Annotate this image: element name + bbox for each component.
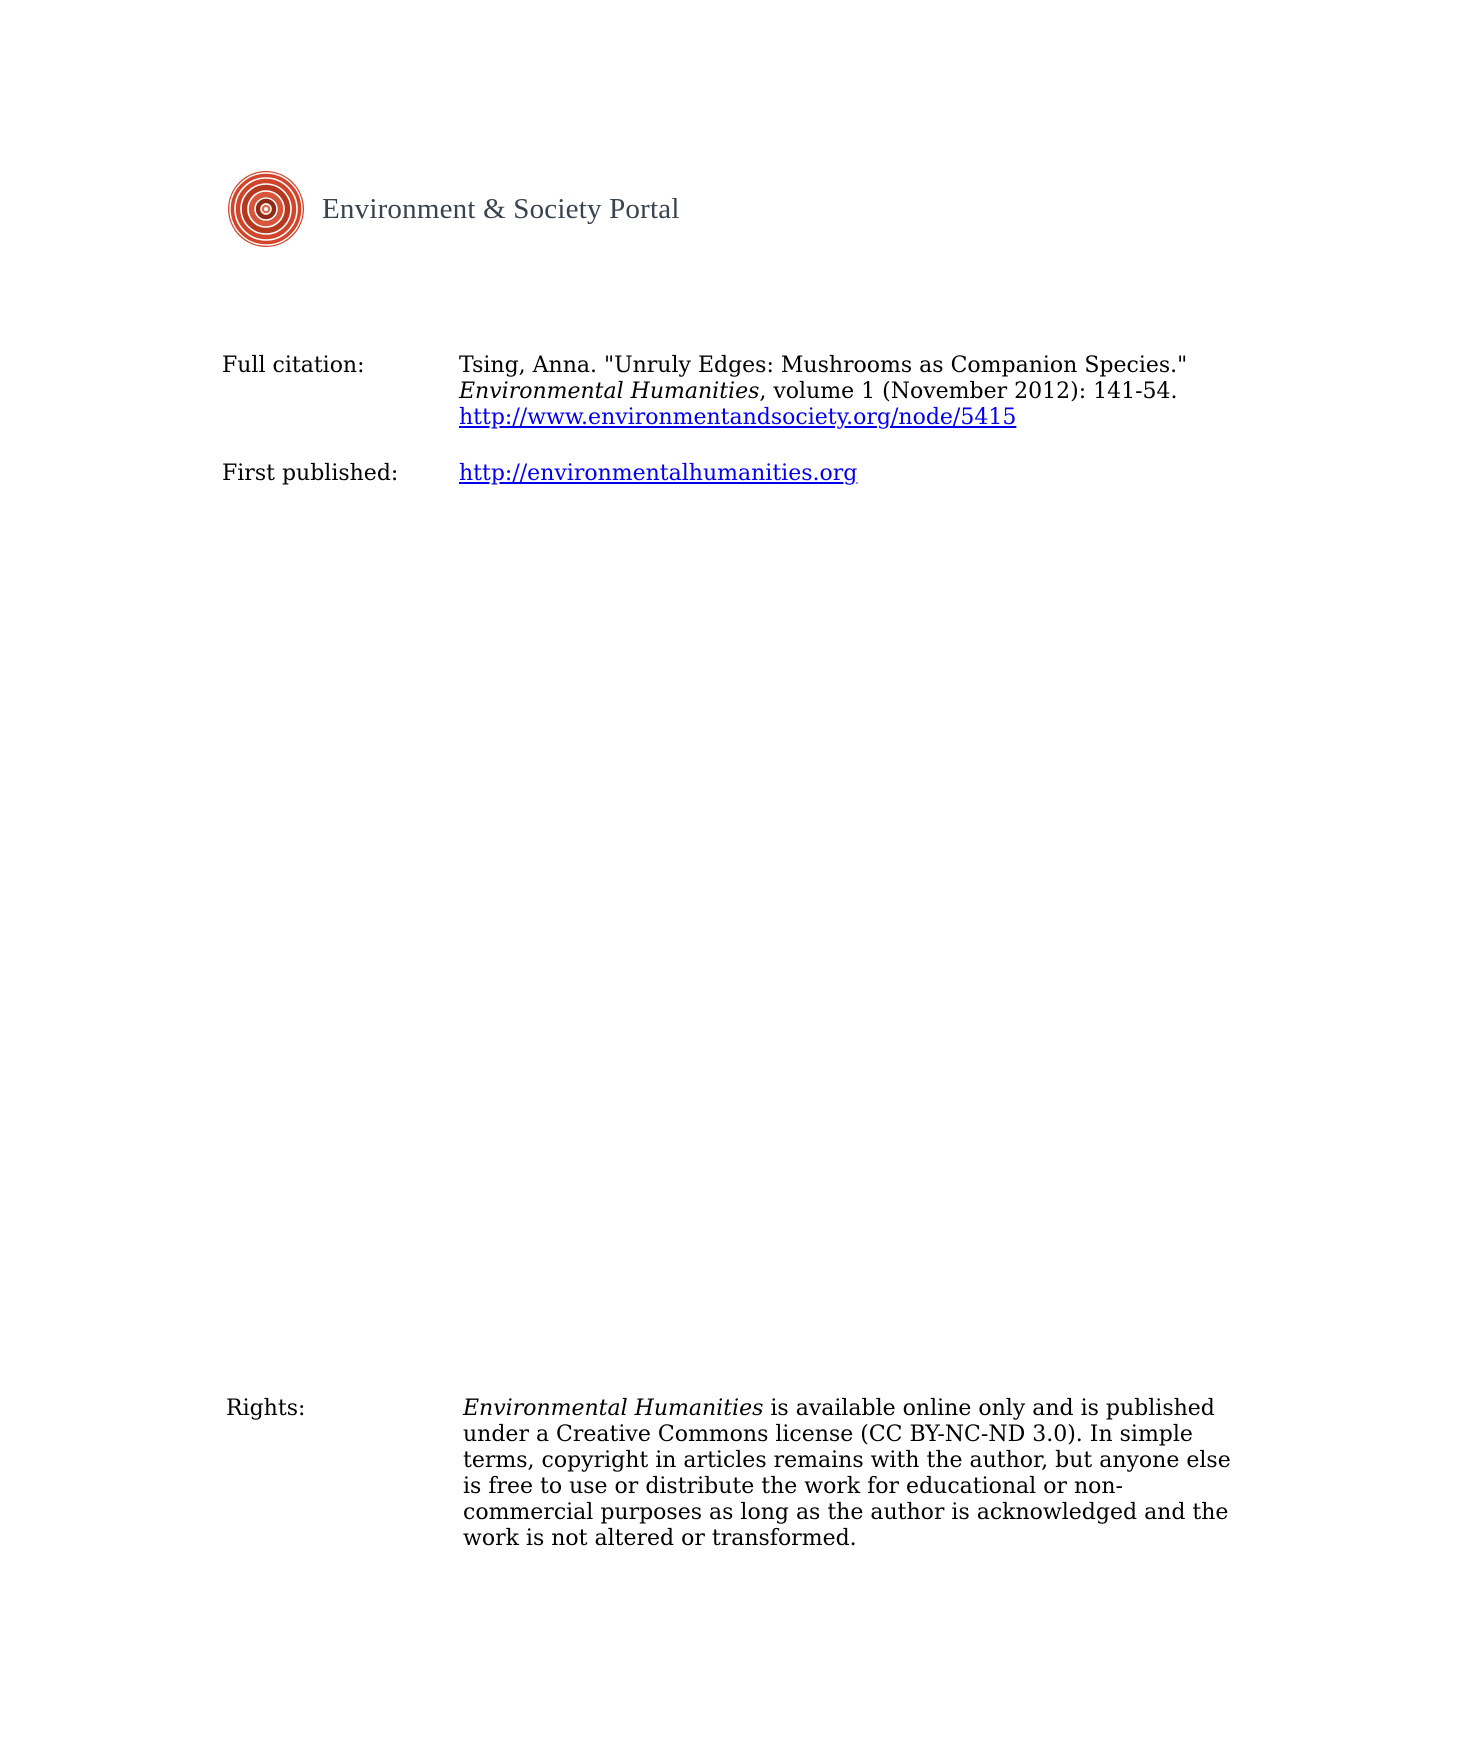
first-published-link[interactable]: http://environmentalhumanities.org xyxy=(459,461,858,486)
citation-link[interactable]: http://www.environmentandsociety.org/node/5415 xyxy=(459,405,1017,430)
citation-author-title: Tsing, Anna. "Unruly Edges: Mushrooms as Companion Species." xyxy=(459,353,1188,378)
first-published-label: First published: xyxy=(222,461,399,486)
portal-name: Environment & Society Portal xyxy=(322,192,680,225)
citation-journal-line xyxy=(459,379,1187,405)
citation-journal: Environmental Humanities xyxy=(459,379,760,404)
citation-journal-details: , volume 1 (November 2012): 141-54. xyxy=(759,379,1178,404)
citation-label: Full citation: xyxy=(222,353,365,378)
rights-journal: Environmental Humanities xyxy=(463,1396,764,1421)
portal-logo xyxy=(226,169,680,249)
rights-text xyxy=(463,1396,1243,1552)
rights-label: Rights: xyxy=(226,1396,306,1421)
citation-value xyxy=(459,353,1187,431)
rights-body: is available online only and is published under a Creative Commons license (CC BY-NC-ND 3.0). In simple terms, copyright in articles remains with the author, but anyone else is free to use or distribute the work for educational or non-commercial purposes as long as the author is acknowledged and the work is not altered or transformed. xyxy=(463,1396,1231,1551)
concentric-rings-icon xyxy=(226,169,306,249)
